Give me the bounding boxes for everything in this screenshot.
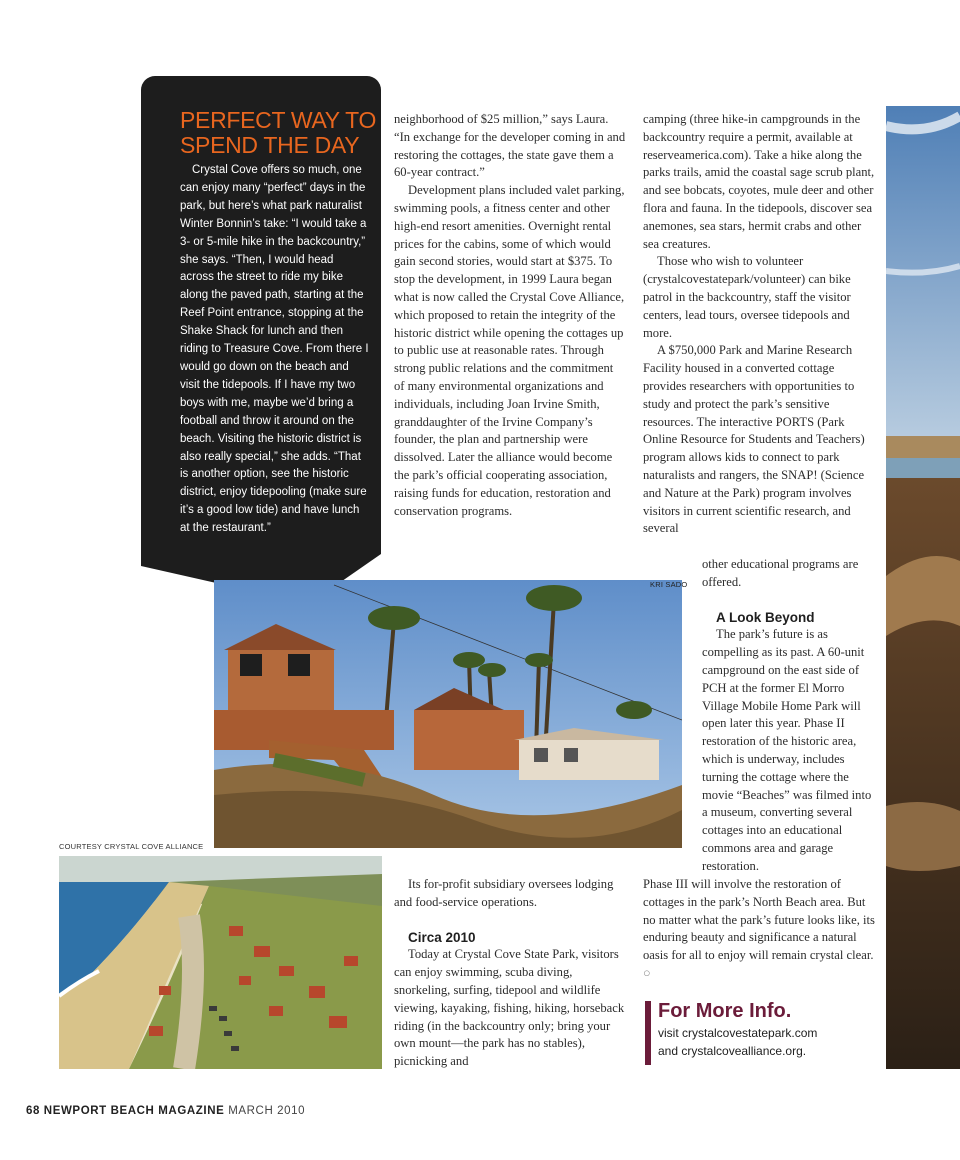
sidebar-title — [180, 108, 380, 158]
subhead-a-look-beyond: A Look Beyond — [716, 609, 815, 625]
column-2-top — [394, 111, 626, 520]
more-info-title: For More Info. — [658, 1000, 792, 1022]
page-footer — [26, 1105, 305, 1117]
sidebar-title-line1: PERFECT WAY TO — [180, 107, 377, 133]
column-3-middle — [702, 556, 874, 876]
sidebar-body — [180, 162, 370, 538]
subhead-circa-2010: Circa 2010 — [408, 929, 476, 945]
column-2-bottom — [394, 876, 626, 1071]
cottages-illustration — [214, 580, 682, 848]
sidebar-title-line2: SPEND THE DAY — [180, 132, 360, 158]
photo-credit-postcard: COURTESY CRYSTAL COVE ALLIANCE — [59, 842, 204, 851]
paragraph: Today at Crystal Cove State Park, visitors can enjoy swimming, scuba diving, snorkeling, surfing, tidepool and wildlife viewing, kayaking, fishing, hiking, horseback riding (in the backcountry only; bring your own mount—the park has no stables), picnicking and — [394, 947, 625, 1069]
paragraph: camping (three hike-in campgrounds in the backcountry require a permit, available at reserveamerica.com). Take a hike along the parks trails, amid the coastal sage scrub plant, and see bobcats, coyotes, mule deer and other flora and fauna. In the tidepools, discover sea anemones, sea stars, hermit crabs and other sea creatures. — [643, 112, 875, 251]
coastline-photo — [886, 106, 960, 1069]
vintage-postcard-photo — [59, 856, 382, 1069]
paragraph: A $750,000 Park and Marine Research Facility housed in a converted cottage provides researchers with opportunities to study and protect the park’s sensitive resources. The interactive PORTS (Park Online Resource for Students and Teachers) program allows kids to connect to park naturalists and rangers, the SNAP! (Science and Nature at the Park) program involves visitors in current scientific research, and several — [643, 343, 865, 536]
more-info-link-alliance[interactable]: and crystalcovealliance.org. — [658, 1044, 807, 1058]
paragraph: Its for-profit subsidiary oversees lodging and food-service operations. — [394, 877, 614, 909]
more-info-link-state-park[interactable]: visit crystalcovestatepark.com — [658, 1026, 818, 1040]
cottages-photo — [214, 580, 682, 848]
info-accent-bar — [645, 1001, 651, 1065]
column-3-bottom — [643, 876, 875, 983]
column-3-top — [643, 111, 875, 538]
paragraph-text: Phase III will involve the restoration of cottages in the park’s North Beach area. But no matter what the park’s future looks like, its enduring beauty and significance a natural oasis for all to enjoy will remain crystal clear. — [643, 877, 875, 963]
paragraph: Those who wish to volunteer (crystalcovestatepark/volunteer) can bike patrol in the backcountry, staff the visitor centers, lead tours, oversee tidepools and more. — [643, 254, 851, 340]
paragraph — [643, 876, 875, 983]
paragraph: The park’s future is as compelling as its past. A 60-unit campground on the east side of PCH at the former El Morro Village Mobile Home Park will open later this year. Phase II restoration of the historic area, which is underway, includes turning the cottage where the movie “Beaches” was filmed into a museum, converting several cottages into an educational commons area and garage restoration. — [702, 627, 872, 873]
photo-credit-cottages: KRI SADO — [650, 580, 688, 589]
postcard-illustration — [59, 856, 382, 1069]
sidebar-paragraph: Crystal Cove offers so much, one can enjoy many “perfect” days in the park, but here’s what park naturalist Winter Bonnin’s take: “I would take a 3- or 5-mile hike in the backcountry,” she says. “Then, I would head across the street to ride my bike along the paved path, starting at the Reef Point entrance, stopping at the Shake Shack for lunch and then riding to Treasure Cove. From there I would go down on the beach and visit the tidepools. If I have my two boys with me, maybe we’d bring a football and throw it around on the beach. Visiting the historic district is also really special,” she adds. “That is another option, see the historic district, enjoy tidepooling (make sure it’s a good low tide) and have lunch at the restaurant.” — [180, 164, 369, 535]
coastline-illustration — [886, 106, 960, 1069]
paragraph: Development plans included valet parking, swimming pools, a fitness center and other high-end resort amenities. Overnight rental prices for the cabins, some of which would gain second stories, would start at $375. To stop the development, in 1999 Laura began what is now called the Crystal Cove Alliance, which proposed to retain the integrity of the historic district while opening the cottages up to public use at reasonable rates. Through strong public relations and the commitment of many environmental organizations and individuals, including Joan Irvine Smith, granddaughter of the Irvine Company’s founder, the plan and partnership were dissolved. Later the alliance would become the park’s official cooperating association, raising funds for education, restoration and conservation programs. — [394, 183, 625, 518]
issue-date: MARCH 2010 — [228, 1105, 306, 1117]
end-mark-icon: ○ — [643, 965, 651, 980]
paragraph: other educational programs are offered. — [702, 557, 859, 589]
page-number: 68 — [26, 1105, 40, 1117]
paragraph: neighborhood of $25 million,” says Laura. “In exchange for the developer coming in and restoring the cottages, the state gave them a 60-year contract.” — [394, 112, 626, 180]
magazine-name: NEWPORT BEACH MAGAZINE — [43, 1105, 225, 1117]
